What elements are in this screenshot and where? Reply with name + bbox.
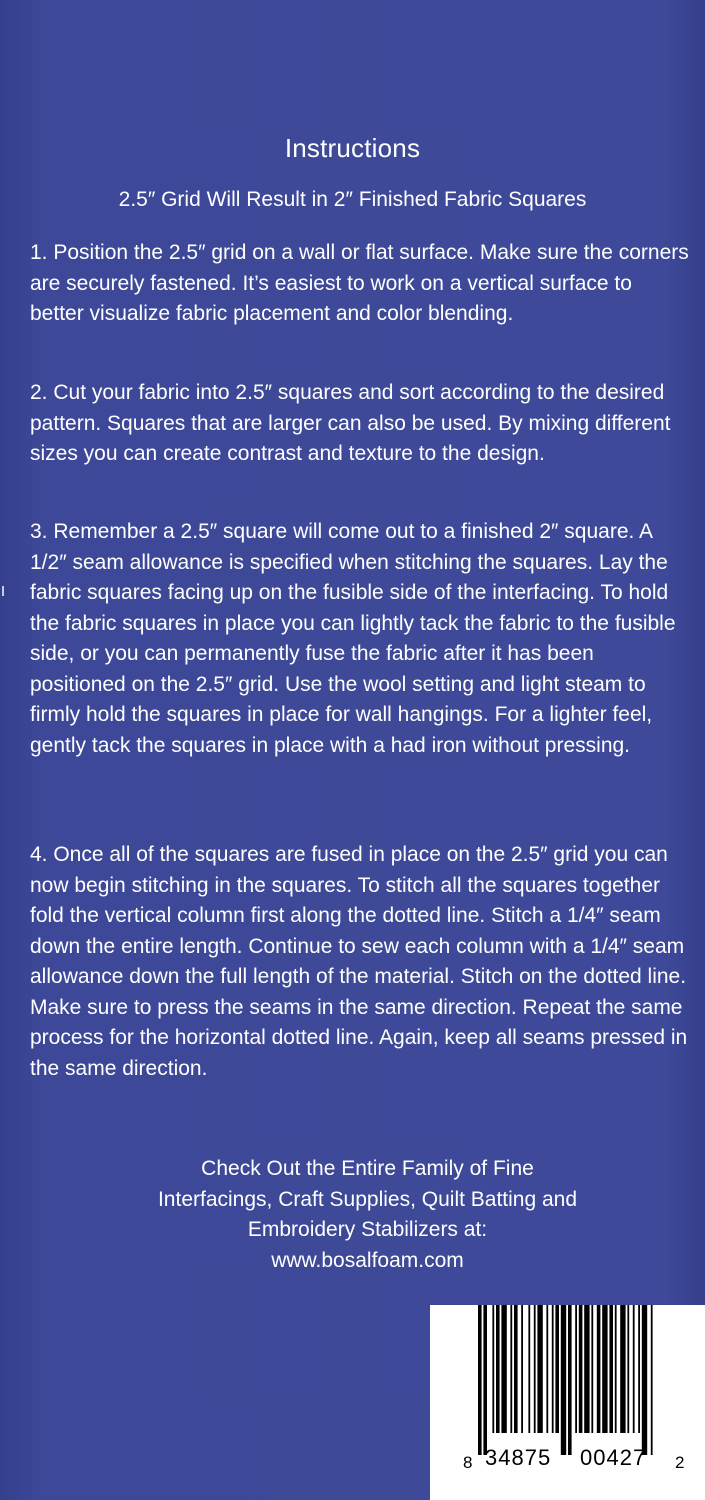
barcode-bar (591, 1305, 593, 1433)
barcode-digits-group-1: 34875 (485, 1445, 552, 1470)
barcode-bar (642, 1305, 647, 1455)
barcode-bar (510, 1305, 512, 1433)
barcode-bar (575, 1305, 577, 1433)
barcode-bar (638, 1305, 640, 1433)
barcode-bar (528, 1305, 530, 1433)
barcode-bar (534, 1305, 536, 1433)
barcode-bar (651, 1305, 653, 1455)
instruction-step-4: 4. Once all of the squares are fused in place on the 2.5″ grid you can now begin stitching in the squares. To stitch all the squares together fold the vertical column first along the dotted line. Stitch a 1/4″ seam down the entire length. Continue to sew each column with a 1/4″ seam allowance down the full length of the material. Stitch on the dotted line. Make sure to press the seams in the same direction. Repeat the same process for the horizontal dotted line. Again, keep all seams pressed in the same direction. (30, 843, 688, 1080)
barcode-bar (627, 1305, 629, 1433)
barcode-bar (568, 1305, 572, 1455)
barcode-bar (602, 1305, 607, 1433)
instructions-subtitle: 2.5″ Grid Will Result in 2″ Finished Fabric Squares (118, 188, 587, 211)
instruction-step-1: 1. Position the 2.5″ grid on a wall or flat surface. Make sure the corners are securely fastened. It’s easiest to work on a vertical surface to better visualize fabric placement and color blending. (30, 241, 689, 325)
instruction-step-3: 3. Remember a 2.5″ square will come out to a finished 2″ square. A 1/2″ seam allowance is specified when stitching the squares. Lay the fabric squares facing up on the fusible side of the interfacing. To hold the fabric squares in place you can lightly tack the fabric to the fusible side, or you can permanently fuse the fabric after it has been positioned on the 2.5″ grid. Use the wool setting and light steam to firmly hold the squares in place for wall hangings. For a lighter feel, gently tack the squares in place with a had iron without pressing. (30, 520, 676, 757)
barcode-bar (584, 1305, 589, 1433)
footer-website: www.bosalfoam.com (271, 1248, 464, 1272)
barcode-digit-right: 2 (675, 1453, 685, 1472)
barcode-bar (483, 1305, 487, 1455)
footer-line-3: Embroidery Stabilizers at: (247, 1218, 488, 1241)
barcode-bar (492, 1305, 494, 1433)
barcode-bar (501, 1305, 506, 1433)
barcode-graphic (430, 1305, 705, 1500)
instructions-title: Instructions (284, 133, 421, 163)
barcode-bar (620, 1305, 625, 1433)
barcode-bar (496, 1305, 500, 1433)
barcode-bar (561, 1305, 566, 1455)
barcode-bar (537, 1305, 542, 1433)
barcode-bar (552, 1305, 554, 1433)
barcode-bar (615, 1305, 617, 1433)
barcode-bar (597, 1305, 601, 1433)
barcode-digit-left: 8 (463, 1453, 473, 1472)
barcode (430, 1305, 705, 1500)
barcode-bar (609, 1305, 613, 1433)
barcode-bar (579, 1305, 583, 1433)
barcode-bar (521, 1305, 523, 1433)
barcode-bar (478, 1305, 482, 1455)
edge-mark (2, 586, 4, 596)
footer-line-1: Check Out the Entire Family of Fine (201, 1157, 534, 1180)
footer-promo (0, 1154, 705, 1276)
barcode-bar (633, 1305, 635, 1433)
instruction-step-2: 2. Cut your fabric into 2.5″ squares and sort according to the desired pattern. Squares that are larger can also be used. By mixing different sizes you can create contrast and texture to the design. (30, 381, 671, 465)
barcode-bar (514, 1305, 518, 1433)
barcode-bar (546, 1305, 548, 1433)
footer-line-2: Interfacings, Craft Supplies, Quilt Batting and (157, 1187, 578, 1211)
barcode-digits-group-2: 00427 (580, 1445, 647, 1470)
barcode-bar (555, 1305, 559, 1433)
